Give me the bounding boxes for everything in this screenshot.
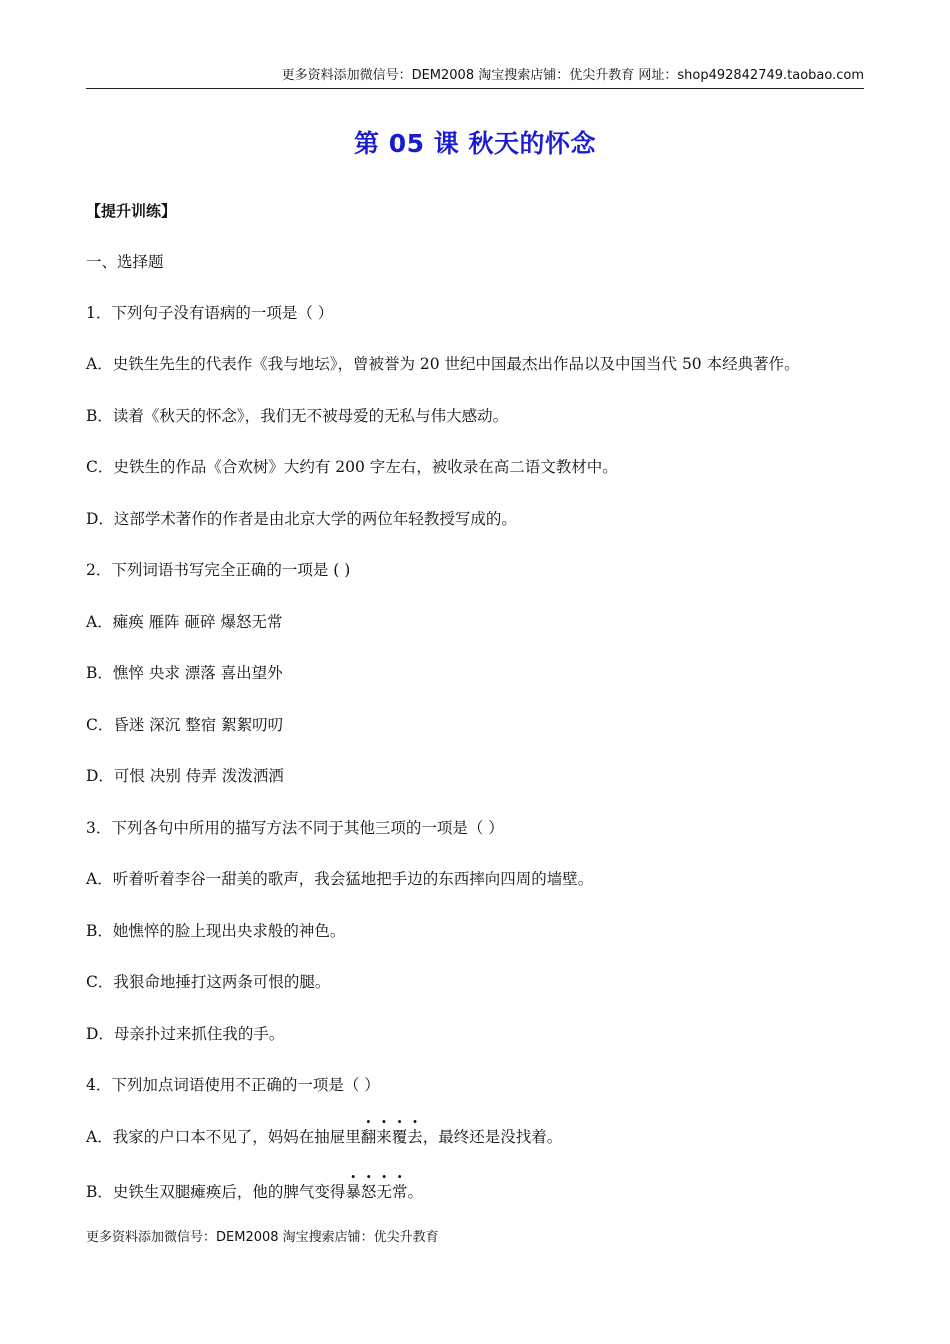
question-1-option-d: D．这部学术著作的作者是由北京大学的两位年轻教授写成的。 [86,510,517,528]
dotted-char: 来 [376,1128,392,1146]
question-1-option-b: B．读着《秋天的怀念》，我们无不被母爱的无私与伟大感动。 [86,407,509,425]
option-b-text-before: B．史铁生双腿瘫痪后，他的脾气变得 [86,1183,346,1201]
dotted-char: 覆 [391,1128,408,1146]
question-4-option-b [86,1180,423,1204]
page-footer: 更多资料添加微信号：DEM2008 淘宝搜索店铺：优尖升教育 [86,1230,439,1245]
question-2-stem: 2．下列词语书写完全正确的一项是 ( ) [86,561,351,579]
page-header [86,66,864,89]
option-a-text-after: ，最终还是没找着。 [422,1128,563,1146]
dotted-char: 翻 [360,1128,377,1146]
page-title: 第 05 课 秋天的怀念 [354,129,596,158]
question-4-option-a [86,1125,562,1149]
option-b-text-after: 。 [407,1183,423,1201]
header-text: 更多资料添加微信号：DEM2008 淘宝搜索店铺：优尖升教育 网址：shop492842749.taobao.com [281,68,864,83]
dotted-char: 暴 [345,1183,361,1201]
option-a-text-before: A．我家的户口本不见了，妈妈在抽屉里 [86,1128,361,1146]
dotted-char: 怒 [360,1183,377,1201]
question-2-option-c: C．昏迷 深沉 整宿 絮絮叨叨 [86,716,284,734]
question-1-stem: 1．下列句子没有语病的一项是（ ） [86,304,334,322]
question-1-option-c: C．史铁生的作品《合欢树》大约有 200 字左右，被收录在高二语文教材中。 [86,458,618,476]
dotted-char: 去 [407,1128,423,1146]
question-2-option-a: A．瘫痪 雁阵 砸碎 爆怒无常 [86,613,283,631]
question-2-option-d: D．可恨 决别 侍弄 泼泼洒洒 [86,767,284,785]
dotted-char: 常 [391,1183,408,1201]
question-3-option-c: C．我狠命地捶打这两条可恨的腿。 [86,973,331,991]
question-3-option-a: A．听着听着李谷一甜美的歌声，我会猛地把手边的东西摔向四周的墙壁。 [86,870,594,888]
part-heading: 一、选择题 [86,253,164,271]
dotted-char: 无 [376,1183,392,1201]
question-3-option-d: D．母亲扑过来抓住我的手。 [86,1025,285,1043]
question-3-stem: 3．下列各句中所用的描写方法不同于其他三项的一项是（ ） [86,819,504,837]
question-4-stem: 4．下列加点词语使用不正确的一项是（ ） [86,1076,380,1094]
question-1-option-a: A．史铁生先生的代表作《我与地坛》，曾被誉为 20 世纪中国最杰出作品以及中国当代 50 本经典著作。 [86,355,800,373]
question-2-option-b: B．憔悴 央求 漂落 喜出望外 [86,664,283,682]
section-heading: 【提升训练】 [86,202,177,220]
question-3-option-b: B．她憔悴的脸上现出央求般的神色。 [86,922,346,940]
